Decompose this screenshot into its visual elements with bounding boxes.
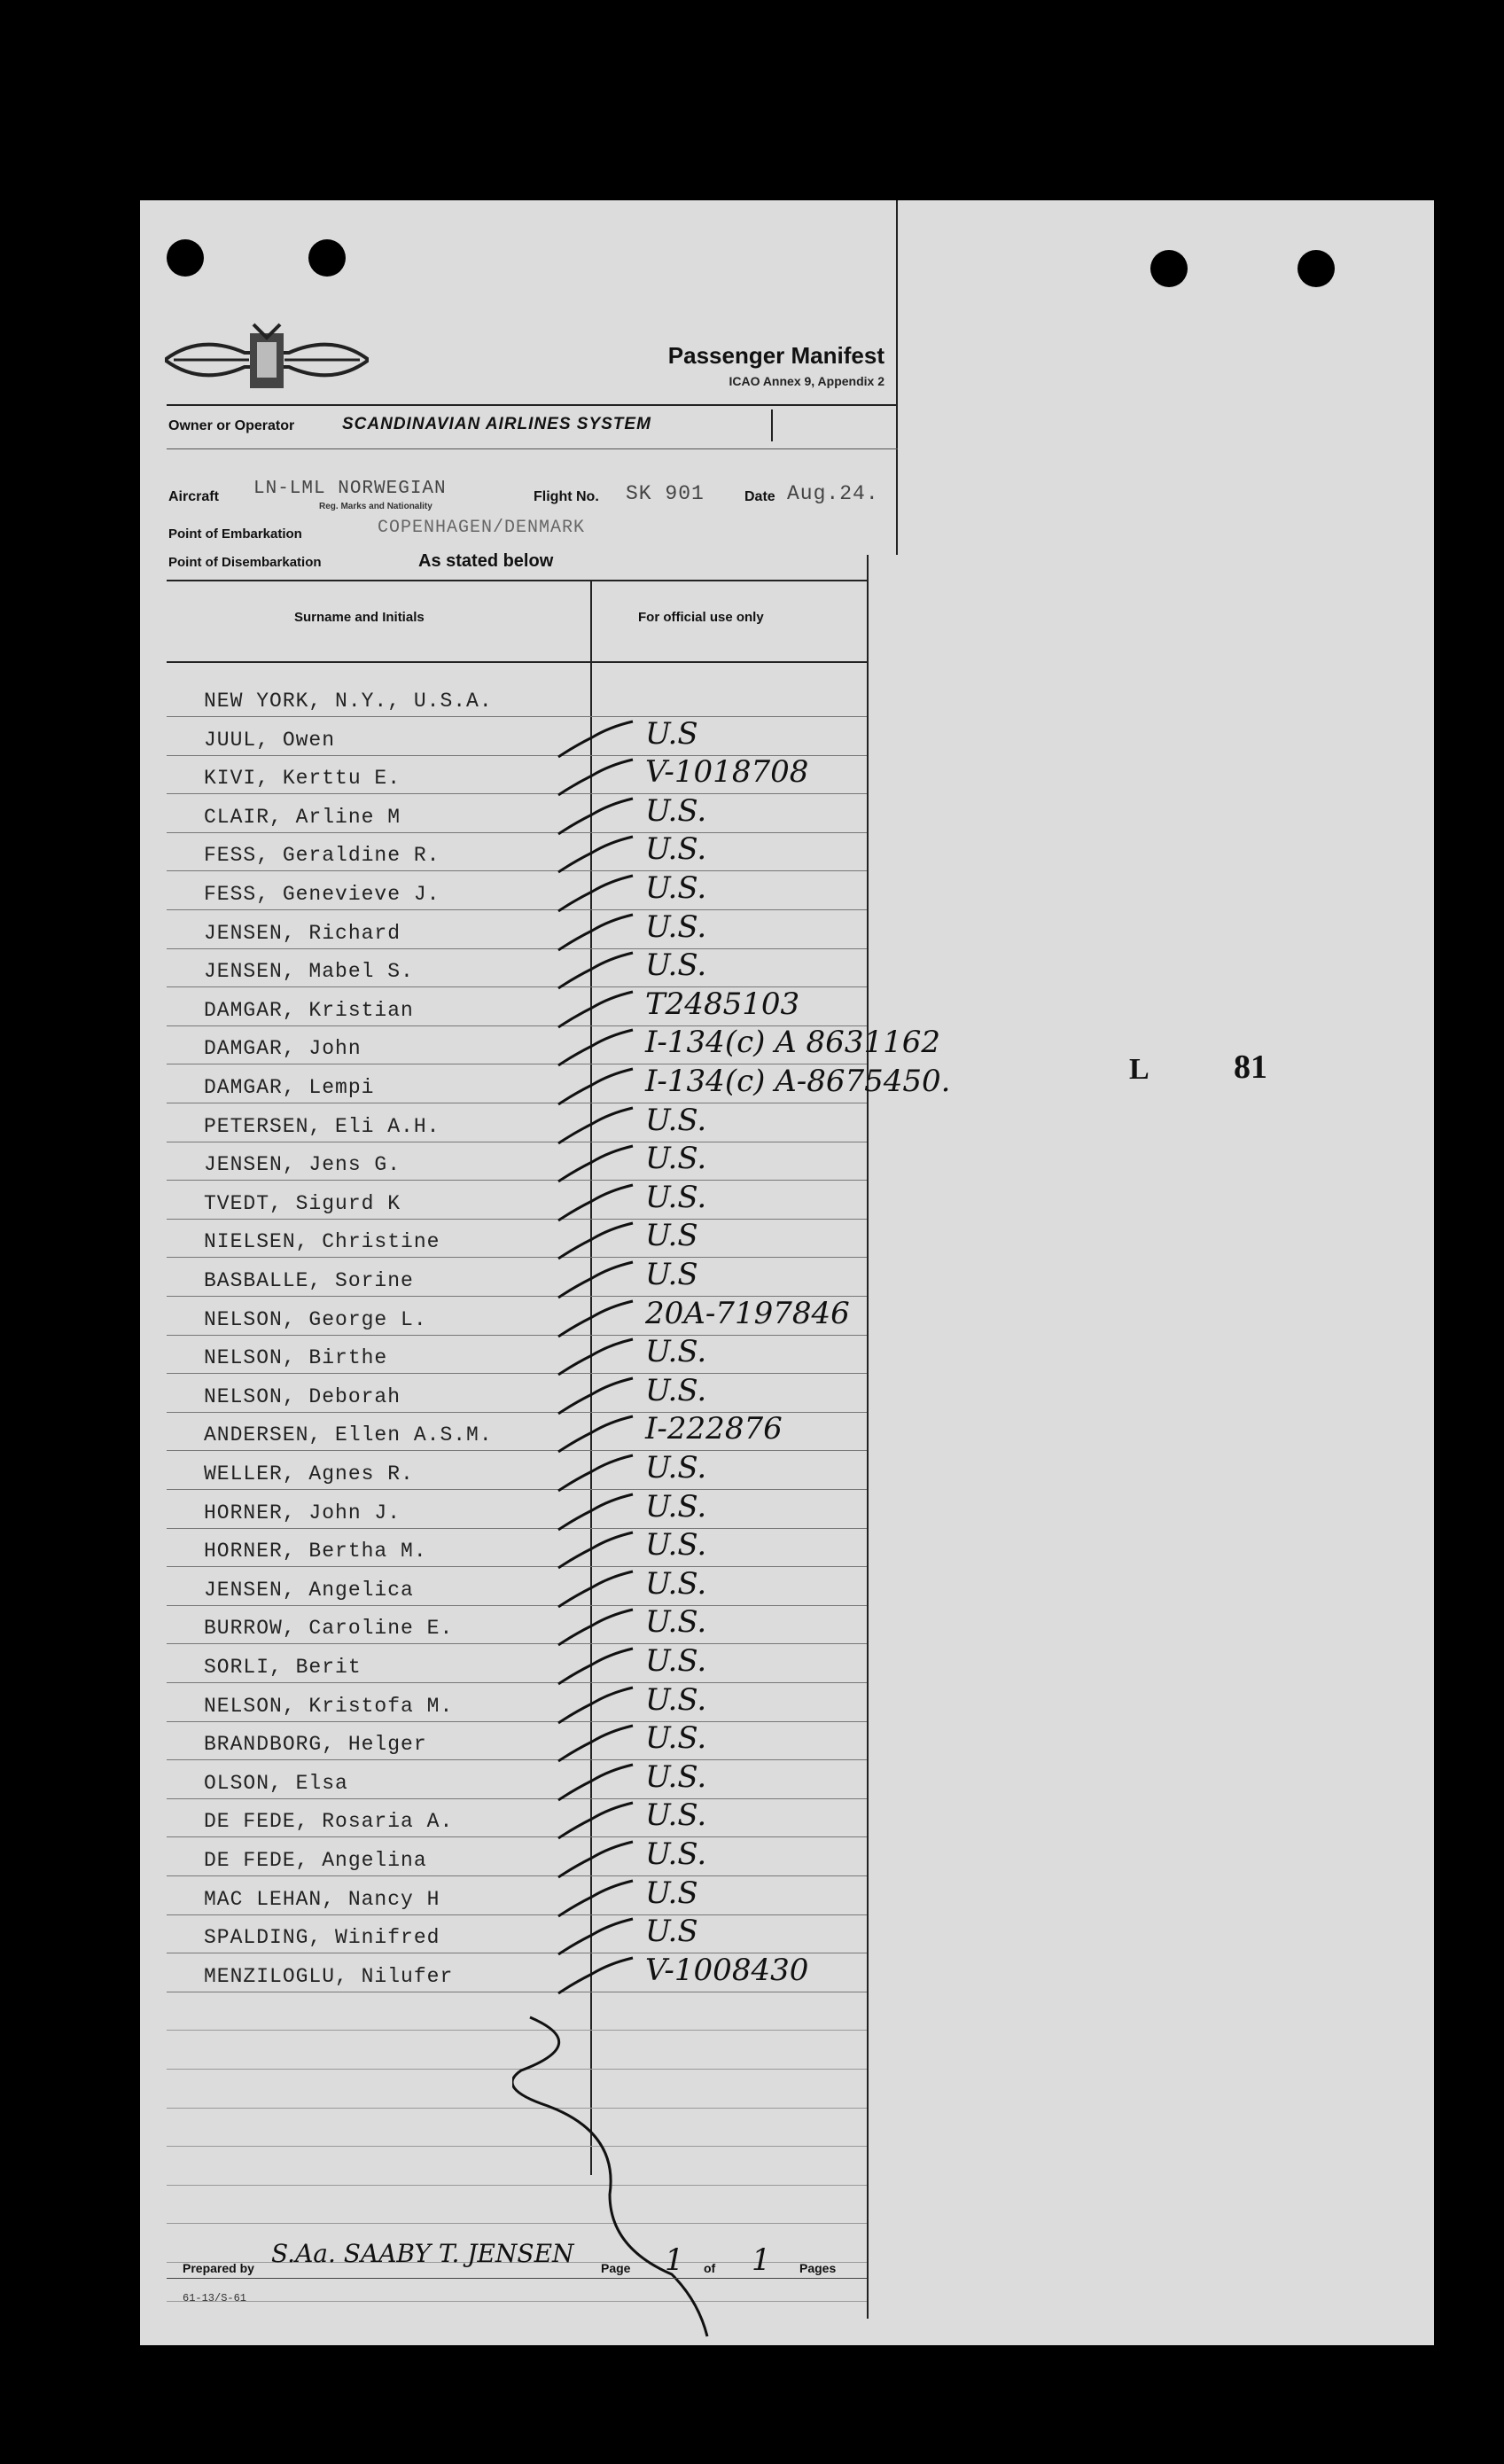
aircraft-label: Aircraft bbox=[168, 489, 219, 504]
passenger-name: MAC LEHAN, Nancy H bbox=[204, 1887, 440, 1911]
official-note: U.S bbox=[645, 715, 698, 752]
official-note: U.S. bbox=[645, 831, 707, 868]
row-rule bbox=[167, 716, 867, 717]
check-mark-icon bbox=[557, 758, 636, 802]
passenger-name: HORNER, John J. bbox=[204, 1501, 401, 1524]
passenger-name: JENSEN, Jens G. bbox=[204, 1153, 401, 1177]
check-mark-icon bbox=[557, 1221, 636, 1266]
embark-label: Point of Embarkation bbox=[168, 526, 302, 542]
check-mark-icon bbox=[557, 1028, 636, 1072]
row-rule bbox=[167, 1528, 867, 1529]
form-subtitle: ICAO Annex 9, Appendix 2 bbox=[729, 374, 884, 388]
row-rule bbox=[167, 1180, 867, 1181]
check-mark-icon bbox=[557, 720, 636, 764]
owner-label: Owner or Operator bbox=[168, 418, 295, 433]
date-value: Aug.24. bbox=[787, 482, 879, 505]
official-note: V-1008430 bbox=[645, 1952, 809, 1988]
official-note: U.S. bbox=[645, 1565, 707, 1602]
owner-value: SCANDINAVIAN AIRLINES SYSTEM bbox=[342, 415, 651, 433]
form-code: 61-13/S-61 bbox=[183, 2292, 247, 2304]
disembark-label: Point of Disembarkation bbox=[168, 555, 322, 570]
row-rule bbox=[167, 1219, 867, 1220]
passenger-name: OLSON, Elsa bbox=[204, 1771, 348, 1795]
official-note: U.S. bbox=[645, 1372, 707, 1408]
check-mark-icon bbox=[557, 1493, 636, 1537]
official-note: U.S. bbox=[645, 947, 707, 984]
check-mark-icon bbox=[557, 1144, 636, 1189]
row-rule bbox=[167, 1450, 867, 1451]
passenger-name: NIELSEN, Christine bbox=[204, 1230, 440, 1254]
passenger-name: NELSON, Kristofa M. bbox=[204, 1694, 454, 1718]
of-label: of bbox=[704, 2261, 716, 2275]
passenger-name: FESS, Geraldine R. bbox=[204, 844, 440, 868]
check-mark-icon bbox=[557, 1260, 636, 1305]
col-surname-header: Surname and Initials bbox=[294, 610, 425, 625]
punch-hole bbox=[1297, 250, 1335, 287]
check-mark-icon bbox=[557, 1531, 636, 1575]
row-rule bbox=[167, 870, 867, 871]
row-rule bbox=[167, 1566, 867, 1567]
row-rule bbox=[167, 1335, 867, 1336]
pages-label: Pages bbox=[799, 2261, 837, 2275]
row-rule bbox=[167, 832, 867, 833]
row-rule bbox=[167, 1914, 867, 1915]
row-rule bbox=[167, 1489, 867, 1490]
passenger-name: BRANDBORG, Helger bbox=[204, 1733, 427, 1757]
disembark-value: As stated below bbox=[418, 551, 554, 571]
flight-value: SK 901 bbox=[626, 482, 705, 505]
passenger-name: NELSON, George L. bbox=[204, 1307, 427, 1331]
passenger-name: PETERSEN, Eli A.H. bbox=[204, 1114, 440, 1138]
page-total: 1 bbox=[752, 2242, 771, 2278]
check-mark-icon bbox=[557, 1879, 636, 1923]
page-label: Page bbox=[601, 2261, 631, 2275]
official-note: U.S. bbox=[645, 1334, 707, 1370]
official-note: U.S bbox=[645, 1257, 698, 1292]
col-official-header: For official use only bbox=[638, 610, 764, 625]
row-rule bbox=[167, 1836, 867, 1837]
check-mark-icon bbox=[557, 990, 636, 1034]
passenger-name: DAMGAR, Kristian bbox=[204, 998, 414, 1022]
reg-label: Reg. Marks and Nationality bbox=[319, 502, 432, 511]
official-note: U.S bbox=[645, 1218, 698, 1254]
official-note: U.S. bbox=[645, 1527, 707, 1563]
passenger-name: FESS, Genevieve J. bbox=[204, 883, 440, 906]
official-note: V-1018708 bbox=[645, 754, 809, 791]
official-note: U.S. bbox=[645, 1797, 707, 1834]
official-note: U.S. bbox=[645, 1179, 707, 1215]
row-rule bbox=[167, 1257, 867, 1258]
punch-hole bbox=[308, 239, 346, 277]
official-note: U.S. bbox=[645, 1604, 707, 1641]
passenger-name: BASBALLE, Sorine bbox=[204, 1269, 414, 1292]
official-note: U.S bbox=[645, 1914, 698, 1950]
check-mark-icon bbox=[557, 1454, 636, 1498]
official-note: U.S bbox=[645, 1875, 698, 1911]
official-note: T2485103 bbox=[645, 986, 800, 1022]
official-note: U.S. bbox=[645, 1141, 707, 1177]
official-note: U.S. bbox=[645, 1643, 707, 1679]
check-mark-icon bbox=[557, 1763, 636, 1807]
margin-mark: L bbox=[1129, 1053, 1149, 1086]
check-mark-icon bbox=[557, 913, 636, 957]
row-rule bbox=[167, 1759, 867, 1760]
row-rule bbox=[167, 1643, 867, 1644]
row-rule bbox=[167, 1373, 867, 1374]
closing-line-mark bbox=[512, 2008, 725, 2345]
passenger-name: JENSEN, Mabel S. bbox=[204, 960, 414, 984]
official-note: U.S. bbox=[645, 792, 707, 829]
check-mark-icon bbox=[557, 1570, 636, 1614]
official-note: U.S. bbox=[645, 908, 707, 945]
check-mark-icon bbox=[557, 1183, 636, 1228]
punch-hole bbox=[1150, 250, 1188, 287]
date-label: Date bbox=[744, 489, 775, 504]
passenger-name: MENZILOGLU, Nilufer bbox=[204, 1964, 454, 1988]
row-rule bbox=[167, 909, 867, 910]
official-note: 20A-7197846 bbox=[645, 1295, 850, 1331]
passenger-name: JENSEN, Richard bbox=[204, 921, 401, 945]
punch-hole bbox=[167, 239, 204, 277]
row-rule bbox=[167, 793, 867, 794]
check-mark-icon bbox=[557, 1376, 636, 1421]
official-note: U.S. bbox=[645, 1681, 707, 1718]
check-mark-icon bbox=[557, 1840, 636, 1884]
passenger-name: NELSON, Birthe bbox=[204, 1346, 388, 1370]
manifest-sheet bbox=[140, 200, 1434, 2345]
check-mark-icon bbox=[557, 1801, 636, 1845]
check-mark-icon bbox=[557, 1608, 636, 1652]
passenger-name: KIVI, Kerttu E. bbox=[204, 767, 401, 791]
passenger-name: JENSEN, Angelica bbox=[204, 1578, 414, 1602]
check-mark-icon bbox=[557, 1337, 636, 1382]
check-mark-icon bbox=[557, 1647, 636, 1691]
official-note: U.S. bbox=[645, 1758, 707, 1795]
check-mark-icon bbox=[557, 797, 636, 841]
official-note: U.S. bbox=[645, 1450, 707, 1485]
passenger-name: HORNER, Bertha M. bbox=[204, 1540, 427, 1563]
passenger-name: SORLI, Berit bbox=[204, 1656, 362, 1679]
prepared-signature: S.Aa. SAABY T. JENSEN bbox=[271, 2239, 574, 2268]
check-mark-icon bbox=[557, 951, 636, 995]
aircraft-value: LN-LML NORWEGIAN bbox=[253, 479, 447, 499]
check-mark-icon bbox=[557, 874, 636, 918]
passenger-name: NELSON, Deborah bbox=[204, 1384, 401, 1408]
check-mark-icon bbox=[557, 1917, 636, 1961]
official-note: I-134(c) A-8675450. bbox=[645, 1064, 951, 1099]
official-note: I-134(c) A 8631162 bbox=[645, 1025, 940, 1061]
passenger-name: WELLER, Agnes R. bbox=[204, 1462, 414, 1485]
check-mark-icon bbox=[557, 1415, 636, 1459]
passenger-name: BURROW, Caroline E. bbox=[204, 1617, 454, 1641]
check-mark-icon bbox=[557, 1106, 636, 1150]
check-mark-icon bbox=[557, 1686, 636, 1730]
official-note: U.S. bbox=[645, 1720, 707, 1757]
airline-wings-logo-icon bbox=[165, 316, 369, 404]
row-rule bbox=[167, 1798, 867, 1799]
official-note: U.S. bbox=[645, 870, 707, 906]
passenger-name: ANDERSEN, Ellen A.S.M. bbox=[204, 1423, 493, 1447]
check-mark-icon bbox=[557, 1956, 636, 2000]
check-mark-icon bbox=[557, 835, 636, 879]
embark-value: COPENHAGEN/DENMARK bbox=[378, 518, 586, 538]
prepared-label: Prepared by bbox=[183, 2261, 254, 2275]
passenger-name: DE FEDE, Rosaria A. bbox=[204, 1810, 454, 1834]
row-rule bbox=[167, 948, 867, 949]
row-rule bbox=[167, 1605, 867, 1606]
passenger-name: JUUL, Owen bbox=[204, 728, 336, 752]
flight-label: Flight No. bbox=[534, 489, 599, 504]
official-note: U.S. bbox=[645, 1102, 707, 1138]
official-note: I-222876 bbox=[645, 1411, 783, 1447]
row-rule bbox=[167, 1682, 867, 1683]
form-title: Passenger Manifest bbox=[667, 342, 884, 369]
margin-page-number: 81 bbox=[1234, 1049, 1267, 1086]
check-mark-icon bbox=[557, 1067, 636, 1111]
passenger-name: TVEDT, Sigurd K bbox=[204, 1191, 401, 1215]
passenger-name: DE FEDE, Angelina bbox=[204, 1849, 427, 1872]
official-note: U.S. bbox=[645, 1836, 707, 1872]
check-mark-icon bbox=[557, 1299, 636, 1344]
passenger-name: DAMGAR, Lempi bbox=[204, 1076, 375, 1099]
passenger-name: SPALDING, Winifred bbox=[204, 1926, 440, 1950]
check-mark-icon bbox=[557, 1724, 636, 1768]
page-number: 1 bbox=[665, 2242, 684, 2278]
row-rule bbox=[167, 1721, 867, 1722]
passenger-name: CLAIR, Arline M bbox=[204, 805, 401, 829]
row-rule bbox=[167, 1875, 867, 1876]
passenger-name: NEW YORK, N.Y., U.S.A. bbox=[204, 690, 493, 713]
official-note: U.S. bbox=[645, 1488, 707, 1524]
passenger-name: DAMGAR, John bbox=[204, 1037, 362, 1061]
